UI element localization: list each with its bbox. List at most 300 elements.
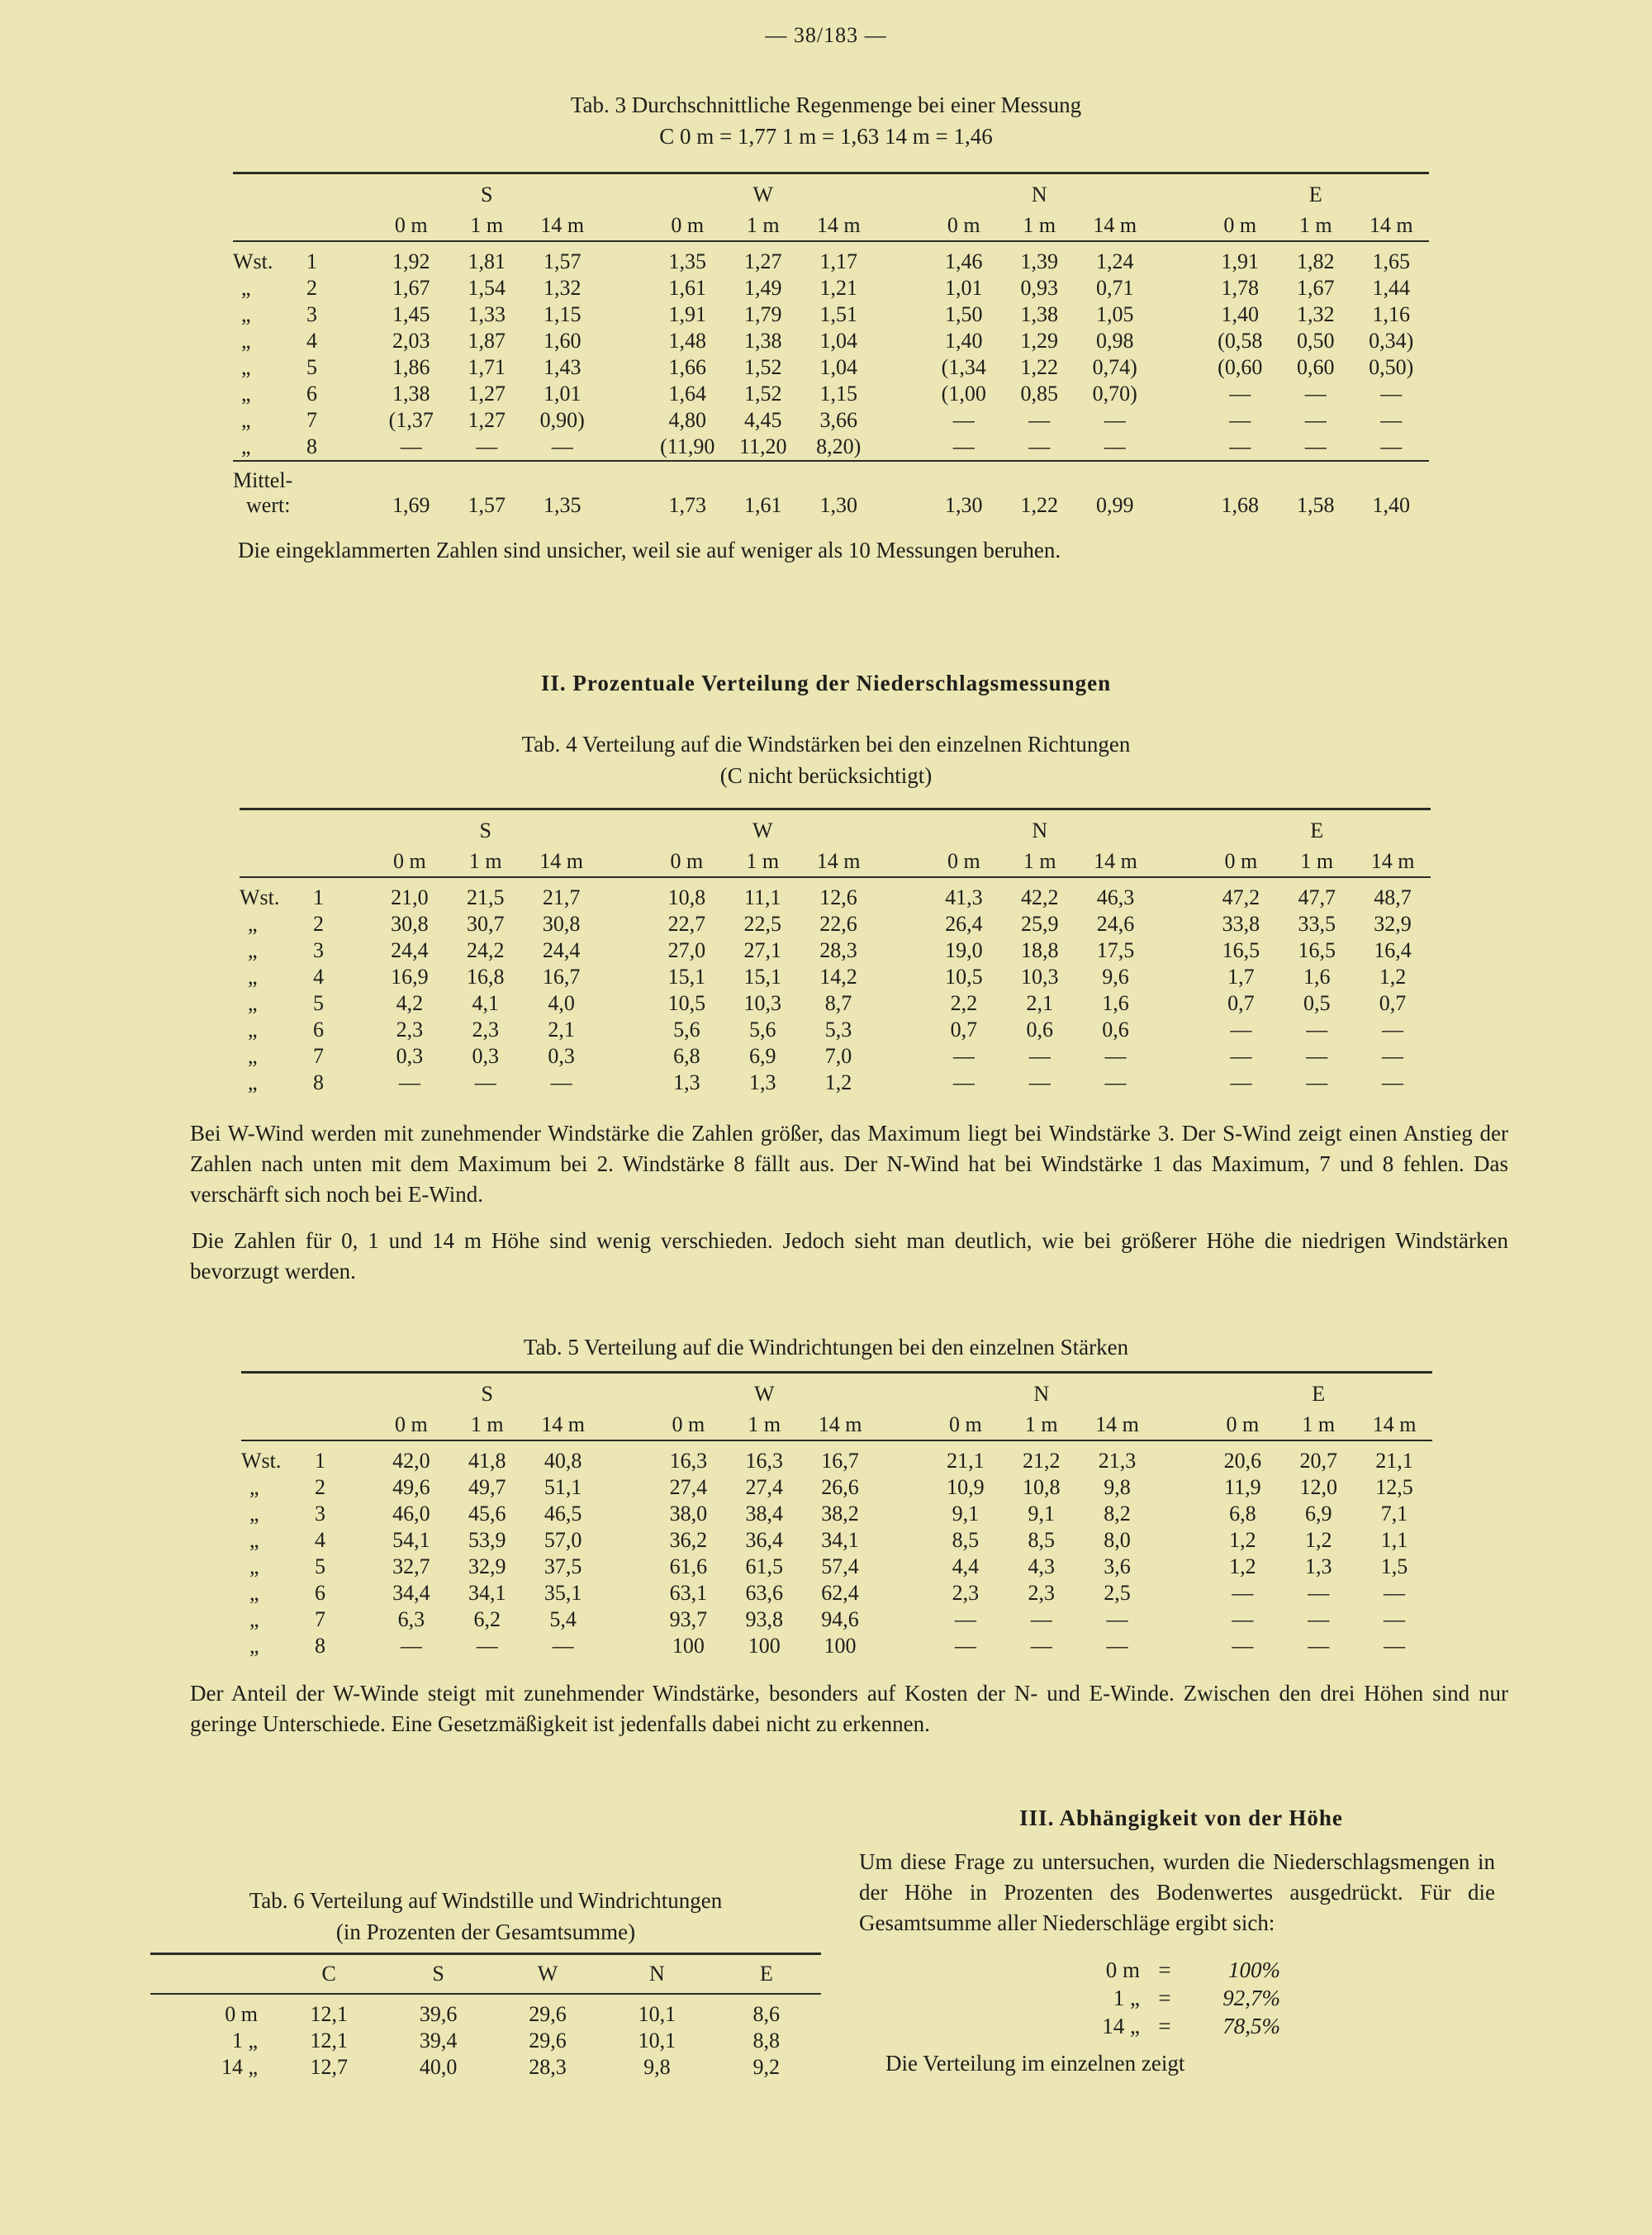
tab4-cell: 22,7 xyxy=(667,912,706,936)
tab6-cell: 9,8 xyxy=(643,2055,671,2079)
tab4-row-label xyxy=(240,1070,372,1096)
tab3-cell: 1,51 xyxy=(819,302,857,326)
tab4-cell: 4,0 xyxy=(548,991,575,1015)
tab4-row-prefix: „ xyxy=(248,938,258,962)
tab4-cell: 1,2 xyxy=(824,1070,852,1094)
tab3-cell: — xyxy=(1380,434,1403,458)
tab5-group-gap xyxy=(878,1501,928,1527)
tab4-cell: 0,3 xyxy=(396,1044,424,1068)
tab4-height-header: 14 m xyxy=(1078,847,1154,877)
tab3-cell: 1,48 xyxy=(668,329,706,353)
tab4-cell: 4,2 xyxy=(396,991,424,1015)
tab3-cell: — xyxy=(400,434,422,458)
tab4-cell: — xyxy=(1306,1044,1328,1068)
tab4-height-header: 0 m xyxy=(648,847,724,877)
tab3-cell: 8,20) xyxy=(816,434,862,458)
tab3-cell: 1,66 xyxy=(668,355,706,379)
tab6-cell: 8,6 xyxy=(752,2002,781,2026)
tab4-group-gap xyxy=(599,990,648,1017)
tab3-cell: 1,27 xyxy=(468,408,506,432)
tab4-row-number: 7 xyxy=(313,1044,324,1068)
tab3-row-label xyxy=(233,275,373,301)
tab3-cell: — xyxy=(1028,434,1051,458)
tab5-row-label xyxy=(241,1474,373,1501)
tab6-cell: 8,8 xyxy=(752,2029,781,2052)
tab5-cell: 1,2 xyxy=(1304,1528,1332,1552)
tab4-row-label xyxy=(240,964,372,990)
tab3-direction-header: S xyxy=(373,173,601,211)
tab5-cell: 27,4 xyxy=(745,1475,783,1499)
tab3-cell: 1,38 xyxy=(392,382,430,406)
tab4-height-header: 0 m xyxy=(1203,847,1279,877)
tab5-height-header: 14 m xyxy=(1080,1410,1156,1440)
tab3-cell: 1,49 xyxy=(744,276,782,300)
tab3-group-gap xyxy=(1153,407,1203,434)
tab5-row-label xyxy=(241,1606,373,1633)
tab4-cell: 0,3 xyxy=(548,1044,575,1068)
tab3-cell: — xyxy=(1229,382,1251,406)
tab3-cell: — xyxy=(1304,382,1327,406)
tab5-cell: 6,9 xyxy=(1304,1502,1332,1526)
tab5-cell: 10,9 xyxy=(947,1475,985,1499)
tab4-row-label xyxy=(240,990,372,1017)
tab5-cell: 36,2 xyxy=(669,1528,708,1552)
tab5-cell: — xyxy=(1308,1634,1330,1658)
tab3-cell: — xyxy=(1380,408,1403,432)
tab4-cell: 16,7 xyxy=(542,965,581,989)
tab3-cell: 1,01 xyxy=(544,382,582,406)
tab3-height-header: 0 m xyxy=(373,211,449,241)
tab3-group-gap xyxy=(1153,173,1203,211)
tab5-cell: 16,3 xyxy=(745,1449,783,1473)
tab5-cell: 49,6 xyxy=(392,1475,430,1499)
tab4-group-gap xyxy=(876,1017,926,1043)
height-percent-row xyxy=(1066,1956,1412,1984)
tab3-cell: 1,92 xyxy=(392,249,430,273)
tab3-cell: — xyxy=(1304,434,1327,458)
tab5-row-prefix: Wst. xyxy=(241,1449,282,1473)
tab4-cell: 21,5 xyxy=(466,885,505,909)
tab5-cell: 6,8 xyxy=(1229,1502,1256,1526)
tab4-group-gap xyxy=(876,911,926,937)
tab3-cell: 1,81 xyxy=(468,249,506,273)
tab3-height-header: 1 m xyxy=(1002,211,1078,241)
tab3-cell: 1,15 xyxy=(544,302,582,326)
tab4-cell: 21,7 xyxy=(542,885,581,909)
tab5-cell: 9,1 xyxy=(952,1502,980,1526)
tab4-cell: 27,1 xyxy=(743,938,781,962)
tab5-cell: 38,4 xyxy=(745,1502,783,1526)
height-percent-label: 0 m xyxy=(1105,1957,1140,1982)
tab5-cell: 100 xyxy=(672,1634,705,1658)
tab3-cell: 1,79 xyxy=(744,302,782,326)
tab5-cell: 51,1 xyxy=(544,1475,582,1499)
tab5-cell: 35,1 xyxy=(544,1581,582,1605)
tab5-cell: 38,2 xyxy=(821,1502,859,1526)
tab4-cell: 0,6 xyxy=(1102,1018,1129,1042)
tab5-direction-header: N xyxy=(928,1373,1155,1411)
tab3-height-header: 0 m xyxy=(1203,211,1279,241)
tab4-row xyxy=(240,1070,1431,1096)
tab3-cell: 0,60 xyxy=(1297,355,1335,379)
tab5-cell: 5,4 xyxy=(549,1607,577,1631)
tab4-cell: 22,6 xyxy=(819,912,857,936)
tab3-row-prefix: „ xyxy=(241,382,251,406)
tab3-cell: 1,61 xyxy=(668,276,706,300)
tab4-group-gap xyxy=(599,937,648,964)
tab4-row-number: 5 xyxy=(313,991,324,1015)
tab5-row-prefix: „ xyxy=(249,1554,259,1578)
tab4-cell: 14,2 xyxy=(819,965,857,989)
tab5-row-number: 8 xyxy=(315,1634,325,1658)
tab4-row xyxy=(240,964,1431,990)
tab3-mean-row xyxy=(233,461,1429,518)
tab3-cell: (1,00 xyxy=(941,382,986,406)
tab3-cell: — xyxy=(1380,382,1403,406)
tab5-row-prefix: „ xyxy=(249,1581,259,1605)
tab4-cell: — xyxy=(1104,1044,1127,1068)
tab5-cell: 93,8 xyxy=(745,1607,783,1631)
tab5-row-label xyxy=(241,1501,373,1527)
tab3-cell: 1,46 xyxy=(945,249,983,273)
tab3-row-prefix: „ xyxy=(241,434,251,458)
tab3-height-header: 14 m xyxy=(1354,211,1430,241)
tab3-height-header: 0 m xyxy=(650,211,726,241)
tab5-group-gap xyxy=(601,1373,650,1411)
tab4-cell: 47,7 xyxy=(1298,885,1336,909)
height-percent-label: 14 „ xyxy=(1102,2014,1140,2038)
tab3-cell: 1,60 xyxy=(544,329,582,353)
tab4-row-prefix: „ xyxy=(248,912,258,936)
tab3-group-gap xyxy=(601,328,650,354)
tab3-cell: — xyxy=(952,434,975,458)
tab3-group-gap xyxy=(1153,275,1203,301)
tab3-row-label xyxy=(233,354,373,381)
tab5-group-gap xyxy=(1155,1410,1204,1440)
tab6-row xyxy=(150,2028,821,2054)
tab5-cell: 1,5 xyxy=(1380,1554,1408,1578)
tab5-height-header: 0 m xyxy=(928,1410,1004,1440)
tab4-cell: 2,2 xyxy=(950,991,978,1015)
tab3-row-number: 2 xyxy=(306,276,317,300)
tab5-cell: 94,6 xyxy=(821,1607,859,1631)
tab5-cell: 20,6 xyxy=(1223,1449,1262,1473)
tab3-cell: 1,65 xyxy=(1372,249,1410,273)
tab5-cell: 40,8 xyxy=(544,1449,582,1473)
tab4-cell: 10,3 xyxy=(743,991,781,1015)
tab3-mean-cell: 1,69 xyxy=(373,461,449,518)
tab4-group-gap xyxy=(1153,877,1203,911)
tab3-mean-label-2: wert: xyxy=(246,493,291,517)
tab5-row-prefix: „ xyxy=(249,1475,259,1499)
tab4-cell: — xyxy=(952,1044,975,1068)
tab3-cell: 3,66 xyxy=(819,408,857,432)
tab5-group-gap xyxy=(601,1580,650,1606)
tab4-cell: — xyxy=(1306,1070,1328,1094)
tab5-row xyxy=(241,1527,1432,1554)
height-percent-row xyxy=(1066,1984,1412,2012)
tab3-cell: 1,64 xyxy=(668,382,706,406)
tab5-cell: 6,2 xyxy=(473,1607,501,1631)
tab5-height-header: 1 m xyxy=(1280,1410,1356,1440)
tab3-height-header: 14 m xyxy=(1077,211,1153,241)
tab4-cell: 10,3 xyxy=(1020,965,1059,989)
tab4-cell: 1,3 xyxy=(748,1070,776,1094)
tab4-group-gap xyxy=(1153,1043,1203,1070)
tab3-row-prefix: „ xyxy=(241,355,251,379)
tab4-cell: 9,6 xyxy=(1102,965,1129,989)
tab4-caption-subtitle: (C nicht berücksichtigt) xyxy=(719,763,933,788)
tab5-cell: 46,0 xyxy=(392,1502,430,1526)
tab4-cell: 47,2 xyxy=(1222,885,1260,909)
tab5-row-label xyxy=(241,1527,373,1554)
tab4-cell: 10,5 xyxy=(945,965,983,989)
tab4-cell: — xyxy=(550,1070,572,1094)
tab4-cell: 32,9 xyxy=(1374,912,1412,936)
tab3-group-gap xyxy=(876,354,926,381)
tab4-caption-title: Tab. 4 Verteilung auf die Windstärken bei den einzelnen Richtungen xyxy=(521,732,1131,757)
tab6-cell: 29,6 xyxy=(529,2002,567,2026)
tab5-group-gap xyxy=(1155,1554,1204,1580)
tab5-cell: 32,7 xyxy=(392,1554,430,1578)
tab4-row-number: 2 xyxy=(313,912,324,936)
tab4-caption xyxy=(347,728,1305,791)
tab3-cell: 1,45 xyxy=(392,302,430,326)
tab4-cell: 22,5 xyxy=(743,912,781,936)
tab4-cell: 0,6 xyxy=(1026,1018,1053,1042)
tab4-cell: 0,5 xyxy=(1303,991,1331,1015)
tab4-row-number: 4 xyxy=(313,965,324,989)
height-percent-list xyxy=(1066,1956,1412,2040)
tab4-height-header: 14 m xyxy=(800,847,876,877)
tab3-group-gap xyxy=(876,275,926,301)
tab4-cell: — xyxy=(474,1070,496,1094)
tab5-cell: — xyxy=(1308,1607,1330,1631)
tab3-caption xyxy=(413,89,1239,152)
tab4-height-header: 0 m xyxy=(926,847,1002,877)
tab5-cell: 41,8 xyxy=(468,1449,506,1473)
tab5-cell: 57,4 xyxy=(821,1554,859,1578)
tab3-row-number: 5 xyxy=(306,355,317,379)
tab5-table xyxy=(241,1371,1432,1659)
tab4-cell: 10,5 xyxy=(667,991,706,1015)
tab6-cell: 39,6 xyxy=(419,2002,458,2026)
tab3-cell: 0,93 xyxy=(1020,276,1058,300)
tab5-row-number: 7 xyxy=(315,1607,325,1631)
tab4-paragraph-1: Bei W-Wind werden mit zunehmender Windstärke die Zahlen größer, das Maximum liegt bei Windstärke 3. Der S-Wind zeigt einen Anstieg der Zahlen nach unten mit dem Maximum bei 2. Windstärke 8 fällt aus. Der N-Wind hat bei Windstärke 1 das Maximum, 7 und 8 fehlen. Das verschärft sich noch bei E-Wind. xyxy=(190,1121,1508,1207)
section3-paragraph: Um diese Frage zu untersuchen, wurden die Niederschlagsmengen in der Höhe in Prozenten des Bodenwertes ausgedrückt. Für die Gesamtsumme aller Niederschläge ergibt sich: xyxy=(859,1849,1495,1935)
tab4-row-prefix: Wst. xyxy=(240,885,280,909)
tab5-cell: 4,4 xyxy=(952,1554,980,1578)
height-percent-value: 92,7% xyxy=(1222,1986,1280,2010)
tab5-group-gap xyxy=(878,1554,928,1580)
tab5-group-gap xyxy=(1155,1527,1204,1554)
tab5-row-label xyxy=(241,1440,373,1474)
tab5-cell: 8,2 xyxy=(1104,1502,1131,1526)
tab5-cell: 8,5 xyxy=(952,1528,980,1552)
tab5-cell: 21,1 xyxy=(1375,1449,1413,1473)
tab3-cell: — xyxy=(1028,408,1051,432)
tab4-row xyxy=(240,990,1431,1017)
tab4-cell: — xyxy=(1230,1018,1252,1042)
tab3-height-header: 1 m xyxy=(1278,211,1354,241)
tab4-cell: — xyxy=(1306,1018,1328,1042)
tab5-cell: 61,5 xyxy=(745,1554,783,1578)
tab3-group-gap xyxy=(876,241,926,275)
tab3-cell: 1,15 xyxy=(819,382,857,406)
tab4-cell: 30,7 xyxy=(466,912,505,936)
tab4-cell: 0,3 xyxy=(472,1044,499,1068)
tab5-cell: — xyxy=(1106,1607,1128,1631)
tab3-cell: 1,86 xyxy=(392,355,430,379)
tab4-cell: 24,6 xyxy=(1096,912,1135,936)
tab3-cell: 0,90) xyxy=(539,408,585,432)
tab3-height-header: 1 m xyxy=(725,211,801,241)
tab4-cell: 15,1 xyxy=(743,965,781,989)
tab3-mean-cell: 1,58 xyxy=(1278,461,1354,518)
tab5-group-gap xyxy=(878,1633,928,1659)
tab5-cell: 34,4 xyxy=(392,1581,430,1605)
tab4-cell: 7,0 xyxy=(824,1044,852,1068)
tab5-cell: 57,0 xyxy=(544,1528,582,1552)
tab5-group-gap xyxy=(601,1527,650,1554)
tab3-row xyxy=(233,301,1429,328)
tab3-mean-cell: 1,22 xyxy=(1002,461,1078,518)
tab3-cell: 1,39 xyxy=(1020,249,1058,273)
tab5-cell: 1,2 xyxy=(1229,1554,1256,1578)
tab4-group-gap xyxy=(876,877,926,911)
tab3-cell: 1,52 xyxy=(744,382,782,406)
tab3-group-gap xyxy=(876,173,926,211)
tab5-group-gap xyxy=(1155,1606,1204,1633)
tab5-cell: 1,3 xyxy=(1304,1554,1332,1578)
section3-heading: III. Abhängigkeit von der Höhe xyxy=(1019,1806,1343,1830)
tab3-cell: 1,35 xyxy=(668,249,706,273)
tab5-cell: 34,1 xyxy=(821,1528,859,1552)
tab5-cell: 2,3 xyxy=(1028,1581,1055,1605)
tab4-cell: 16,5 xyxy=(1298,938,1336,962)
tab4-cell: 5,6 xyxy=(673,1018,700,1042)
tab3-cell: 2,03 xyxy=(392,329,430,353)
tab4-row-prefix: „ xyxy=(248,965,258,989)
tab3-cell: 1,91 xyxy=(1221,249,1259,273)
tab3-cell: 1,16 xyxy=(1372,302,1410,326)
tab5-height-header: 1 m xyxy=(1004,1410,1080,1440)
tab4-group-gap xyxy=(1153,964,1203,990)
tab4-cell: 2,1 xyxy=(548,1018,575,1042)
tab4-cell: — xyxy=(1230,1070,1252,1094)
page-number: — 38/183 — xyxy=(765,23,887,47)
tab3-row-label xyxy=(233,434,373,461)
tab4-row-prefix: „ xyxy=(248,991,258,1015)
tab3-cell: 1,40 xyxy=(1221,302,1259,326)
tab3-cell: 1,04 xyxy=(819,329,857,353)
tab3-row-prefix: „ xyxy=(241,302,251,326)
tab4-height-header: 1 m xyxy=(1002,847,1078,877)
tab5-cell: 6,3 xyxy=(397,1607,425,1631)
tab3-row-prefix: „ xyxy=(241,276,251,300)
tab4-cell: — xyxy=(952,1070,975,1094)
tab3-cell: 1,67 xyxy=(1297,276,1335,300)
tab4-height-header: 0 m xyxy=(372,847,448,877)
tab3-mean-cell: 1,61 xyxy=(725,461,801,518)
tab4-row-prefix: „ xyxy=(248,1018,258,1042)
tab6-row xyxy=(150,1994,821,2028)
tab4-group-gap xyxy=(599,809,648,847)
tab5-row-label xyxy=(241,1580,373,1606)
tab5-cell: 2,3 xyxy=(952,1581,980,1605)
tab4-cell: — xyxy=(1028,1044,1051,1068)
section3-closing-line: Die Verteilung im einzelnen zeigt xyxy=(885,2051,1185,2076)
tab3-group-gap xyxy=(601,173,650,211)
tab4-cell: 33,8 xyxy=(1222,912,1260,936)
tab3-mean-label xyxy=(233,461,373,518)
tab4-cell: 15,1 xyxy=(667,965,706,989)
tab3-group-gap xyxy=(1153,328,1203,354)
tab3-height-header: 14 m xyxy=(801,211,877,241)
tab5-group-gap xyxy=(1155,1440,1204,1474)
tab3-group-gap xyxy=(601,381,650,407)
tab4-height-header: 14 m xyxy=(524,847,600,877)
tab3-cell: (1,37 xyxy=(388,408,434,432)
tab3-group-gap xyxy=(1153,381,1203,407)
tab3-height-header: 1 m xyxy=(449,211,525,241)
tab5-row-prefix: „ xyxy=(249,1528,259,1552)
tab4-cell: 1,2 xyxy=(1379,965,1407,989)
tab3-row xyxy=(233,381,1429,407)
tab3-cell: 1,38 xyxy=(744,329,782,353)
tab5-cell: 100 xyxy=(748,1634,781,1658)
tab3-cell: 1,22 xyxy=(1020,355,1058,379)
height-percent-value: 78,5% xyxy=(1222,2014,1280,2038)
tab4-cell: 11,1 xyxy=(743,885,781,909)
tab5-cell: 1,1 xyxy=(1380,1528,1408,1552)
tab5-row xyxy=(241,1440,1432,1474)
tab4-group-gap xyxy=(876,937,926,964)
tab4-cell: 1,6 xyxy=(1102,991,1129,1015)
tab5-cell: — xyxy=(1232,1634,1254,1658)
tab4-cell: 0,7 xyxy=(950,1018,978,1042)
tab3-group-gap xyxy=(601,461,650,518)
tab3-cell: 1,54 xyxy=(468,276,506,300)
tab3-height-header: 0 m xyxy=(926,211,1002,241)
tab4-direction-header: S xyxy=(372,809,599,847)
tab5-caption: Tab. 5 Verteilung auf die Windrichtungen bei den einzelnen Stärken xyxy=(523,1335,1129,1360)
tab3-cell: (1,34 xyxy=(941,355,986,379)
tab4-direction-header: N xyxy=(926,809,1153,847)
tab6-corner xyxy=(150,1954,274,1995)
tab4-group-gap xyxy=(1153,990,1203,1017)
tab5-group-gap xyxy=(1155,1373,1204,1411)
tab4-cell: 1,6 xyxy=(1303,965,1331,989)
tab3-cell: 1,57 xyxy=(544,249,582,273)
tab3-cell: 1,27 xyxy=(468,382,506,406)
tab5-height-header: 0 m xyxy=(373,1410,449,1440)
tab5-group-gap xyxy=(1155,1633,1204,1659)
tab4-cell: 2,1 xyxy=(1026,991,1053,1015)
tab4-cell: — xyxy=(1382,1018,1404,1042)
tab5-direction-header: S xyxy=(373,1373,601,1411)
tab3-row xyxy=(233,328,1429,354)
tab4-cell: — xyxy=(1382,1070,1404,1094)
tab4-cell: 16,9 xyxy=(391,965,429,989)
tab5-cell: 2,5 xyxy=(1104,1581,1131,1605)
tab4-cell: 17,5 xyxy=(1096,938,1135,962)
tab3-cell: (0,60 xyxy=(1218,355,1263,379)
tab4-group-gap xyxy=(599,1017,648,1043)
tab5-cell: 4,3 xyxy=(1028,1554,1055,1578)
tab3-group-gap xyxy=(876,301,926,328)
